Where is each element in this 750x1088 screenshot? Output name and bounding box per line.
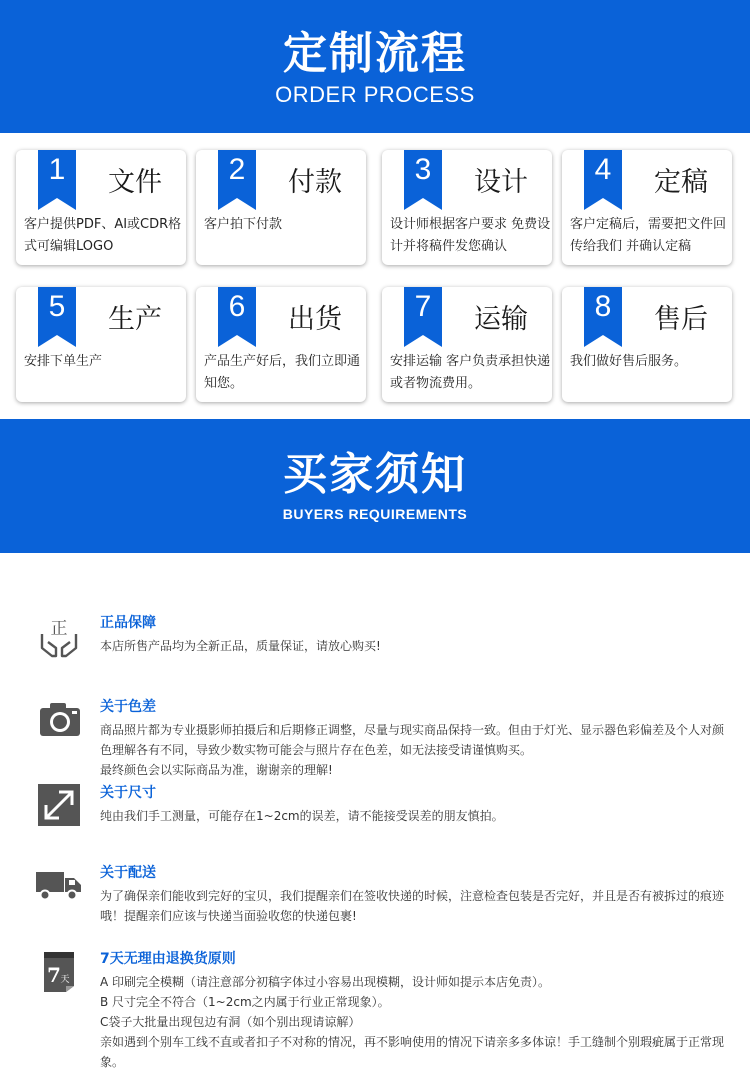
note-title: 关于尺寸: [100, 785, 156, 801]
step-number-badge: 3: [404, 150, 442, 198]
note-line: 亲如遇到个别车工线不直或者扣子不对称的情况，再不影响使用的情况下请亲多多体谅！手工缝制个别瑕疵属于正常现象。: [100, 1035, 725, 1069]
step-number-badge: 8: [584, 287, 622, 335]
note-body: [100, 886, 730, 926]
step-card-after-sales: [562, 287, 732, 402]
step-number-badge: 6: [218, 287, 256, 335]
truck-icon: [36, 862, 82, 908]
step-number-badge: 2: [218, 150, 256, 198]
step-description: 安排下单生产: [24, 354, 103, 369]
step-title: 售后: [654, 304, 708, 335]
note-title: 正品保障: [100, 615, 156, 631]
step-title: 付款: [288, 167, 342, 198]
note-line: 纯由我们手工测量，可能存在1~2cm的误差，请不能接受误差的朋友慎拍。: [100, 809, 504, 823]
step-description: 我们做好售后服务。: [570, 354, 688, 369]
note-line: 本店所售产品均为全新正品，质量保证，请放心购买!: [100, 639, 381, 653]
step-description: 安排运输 客户负责承担快递或者物流费用。: [390, 354, 551, 391]
step-card-finalize: [562, 150, 732, 265]
step-title: 运输: [474, 304, 528, 335]
step-number-badge: 7: [404, 287, 442, 335]
note-line: A 印刷完全模糊（请注意部分初稿字体过小容易出现模糊，设计师如提示本店免责）。: [100, 975, 551, 989]
note-line: 最终颜色会以实际商品为准，谢谢亲的理解!: [100, 763, 333, 777]
order-process-banner: [0, 0, 750, 133]
step-card-design: [382, 150, 552, 265]
svg-text:正: 正: [50, 619, 68, 639]
calendar-day-text: 天: [60, 975, 70, 985]
process-steps: [16, 150, 736, 410]
note-body: [100, 720, 730, 780]
step-number-badge: 1: [38, 150, 76, 198]
step-description: 产品生产好后，我们立即通知您。: [204, 354, 361, 391]
step-card-file: [16, 150, 186, 265]
note-line: 商品照片都为专业摄影师拍摄后和后期修正调整，尽量与现实商品保持一致。但由于灯光、显示器色彩偏差及个人对颜色理解各有不同，导致少数实物可能会与照片存在色差，如无法接受请谨慎购买。: [100, 723, 725, 757]
order-process-subtitle: ORDER PROCESS: [275, 82, 475, 107]
note-title: 关于色差: [100, 699, 156, 715]
step-title: 文件: [108, 167, 162, 198]
buyers-requirements-banner: [0, 419, 750, 553]
note-line: C袋子大批量出现包边有洞（如个别出现请谅解）: [100, 1015, 361, 1029]
step-title: 定稿: [654, 167, 708, 198]
step-card-transport: [382, 287, 552, 402]
buyers-requirements-subtitle: BUYERS REQUIREMENTS: [282, 506, 468, 522]
step-description: 设计师根据客户要求 免费设计并将稿件发您确认: [390, 217, 551, 254]
seven-day-calendar-icon: [36, 948, 82, 994]
step-card-payment: [196, 150, 366, 265]
genuine-hands-icon: [36, 612, 82, 658]
step-description: 客户拍下付款: [204, 217, 283, 232]
note-line: 为了确保亲们能收到完好的宝贝，我们提醒亲们在签收快递的时候，注意检查包装是否完好，并且是否有被拆过的痕迹哦！提醒亲们应该与快递当面验收您的快递包裹!: [100, 889, 725, 923]
step-description: 客户提供PDF、AI或CDR格式可编辑LOGO: [24, 217, 182, 254]
calendar-seven-text: 7: [47, 963, 61, 987]
step-title: 生产: [108, 304, 162, 335]
note-line: B 尺寸完全不符合（1~2cm之内属于行业正常现象）。: [100, 995, 390, 1009]
note-title: 7天无理由退换货原则: [100, 951, 236, 967]
buyers-requirements-title: 买家须知: [283, 449, 467, 500]
step-card-production: [16, 287, 186, 402]
resize-arrow-icon: [36, 782, 82, 828]
note-title: 关于配送: [100, 865, 156, 881]
step-number-badge: 4: [584, 150, 622, 198]
step-title: 设计: [474, 167, 528, 198]
note-body: [100, 972, 730, 1072]
step-description: 客户定稿后，需要把文件回传给我们 并确认定稿: [570, 217, 727, 254]
step-number-badge: 5: [38, 287, 76, 335]
camera-icon: [36, 696, 82, 742]
step-card-shipment: [196, 287, 366, 402]
order-process-title: 定制流程: [283, 28, 467, 79]
step-title: 出货: [288, 304, 342, 335]
note-body: [100, 636, 730, 656]
note-body: [100, 806, 730, 826]
